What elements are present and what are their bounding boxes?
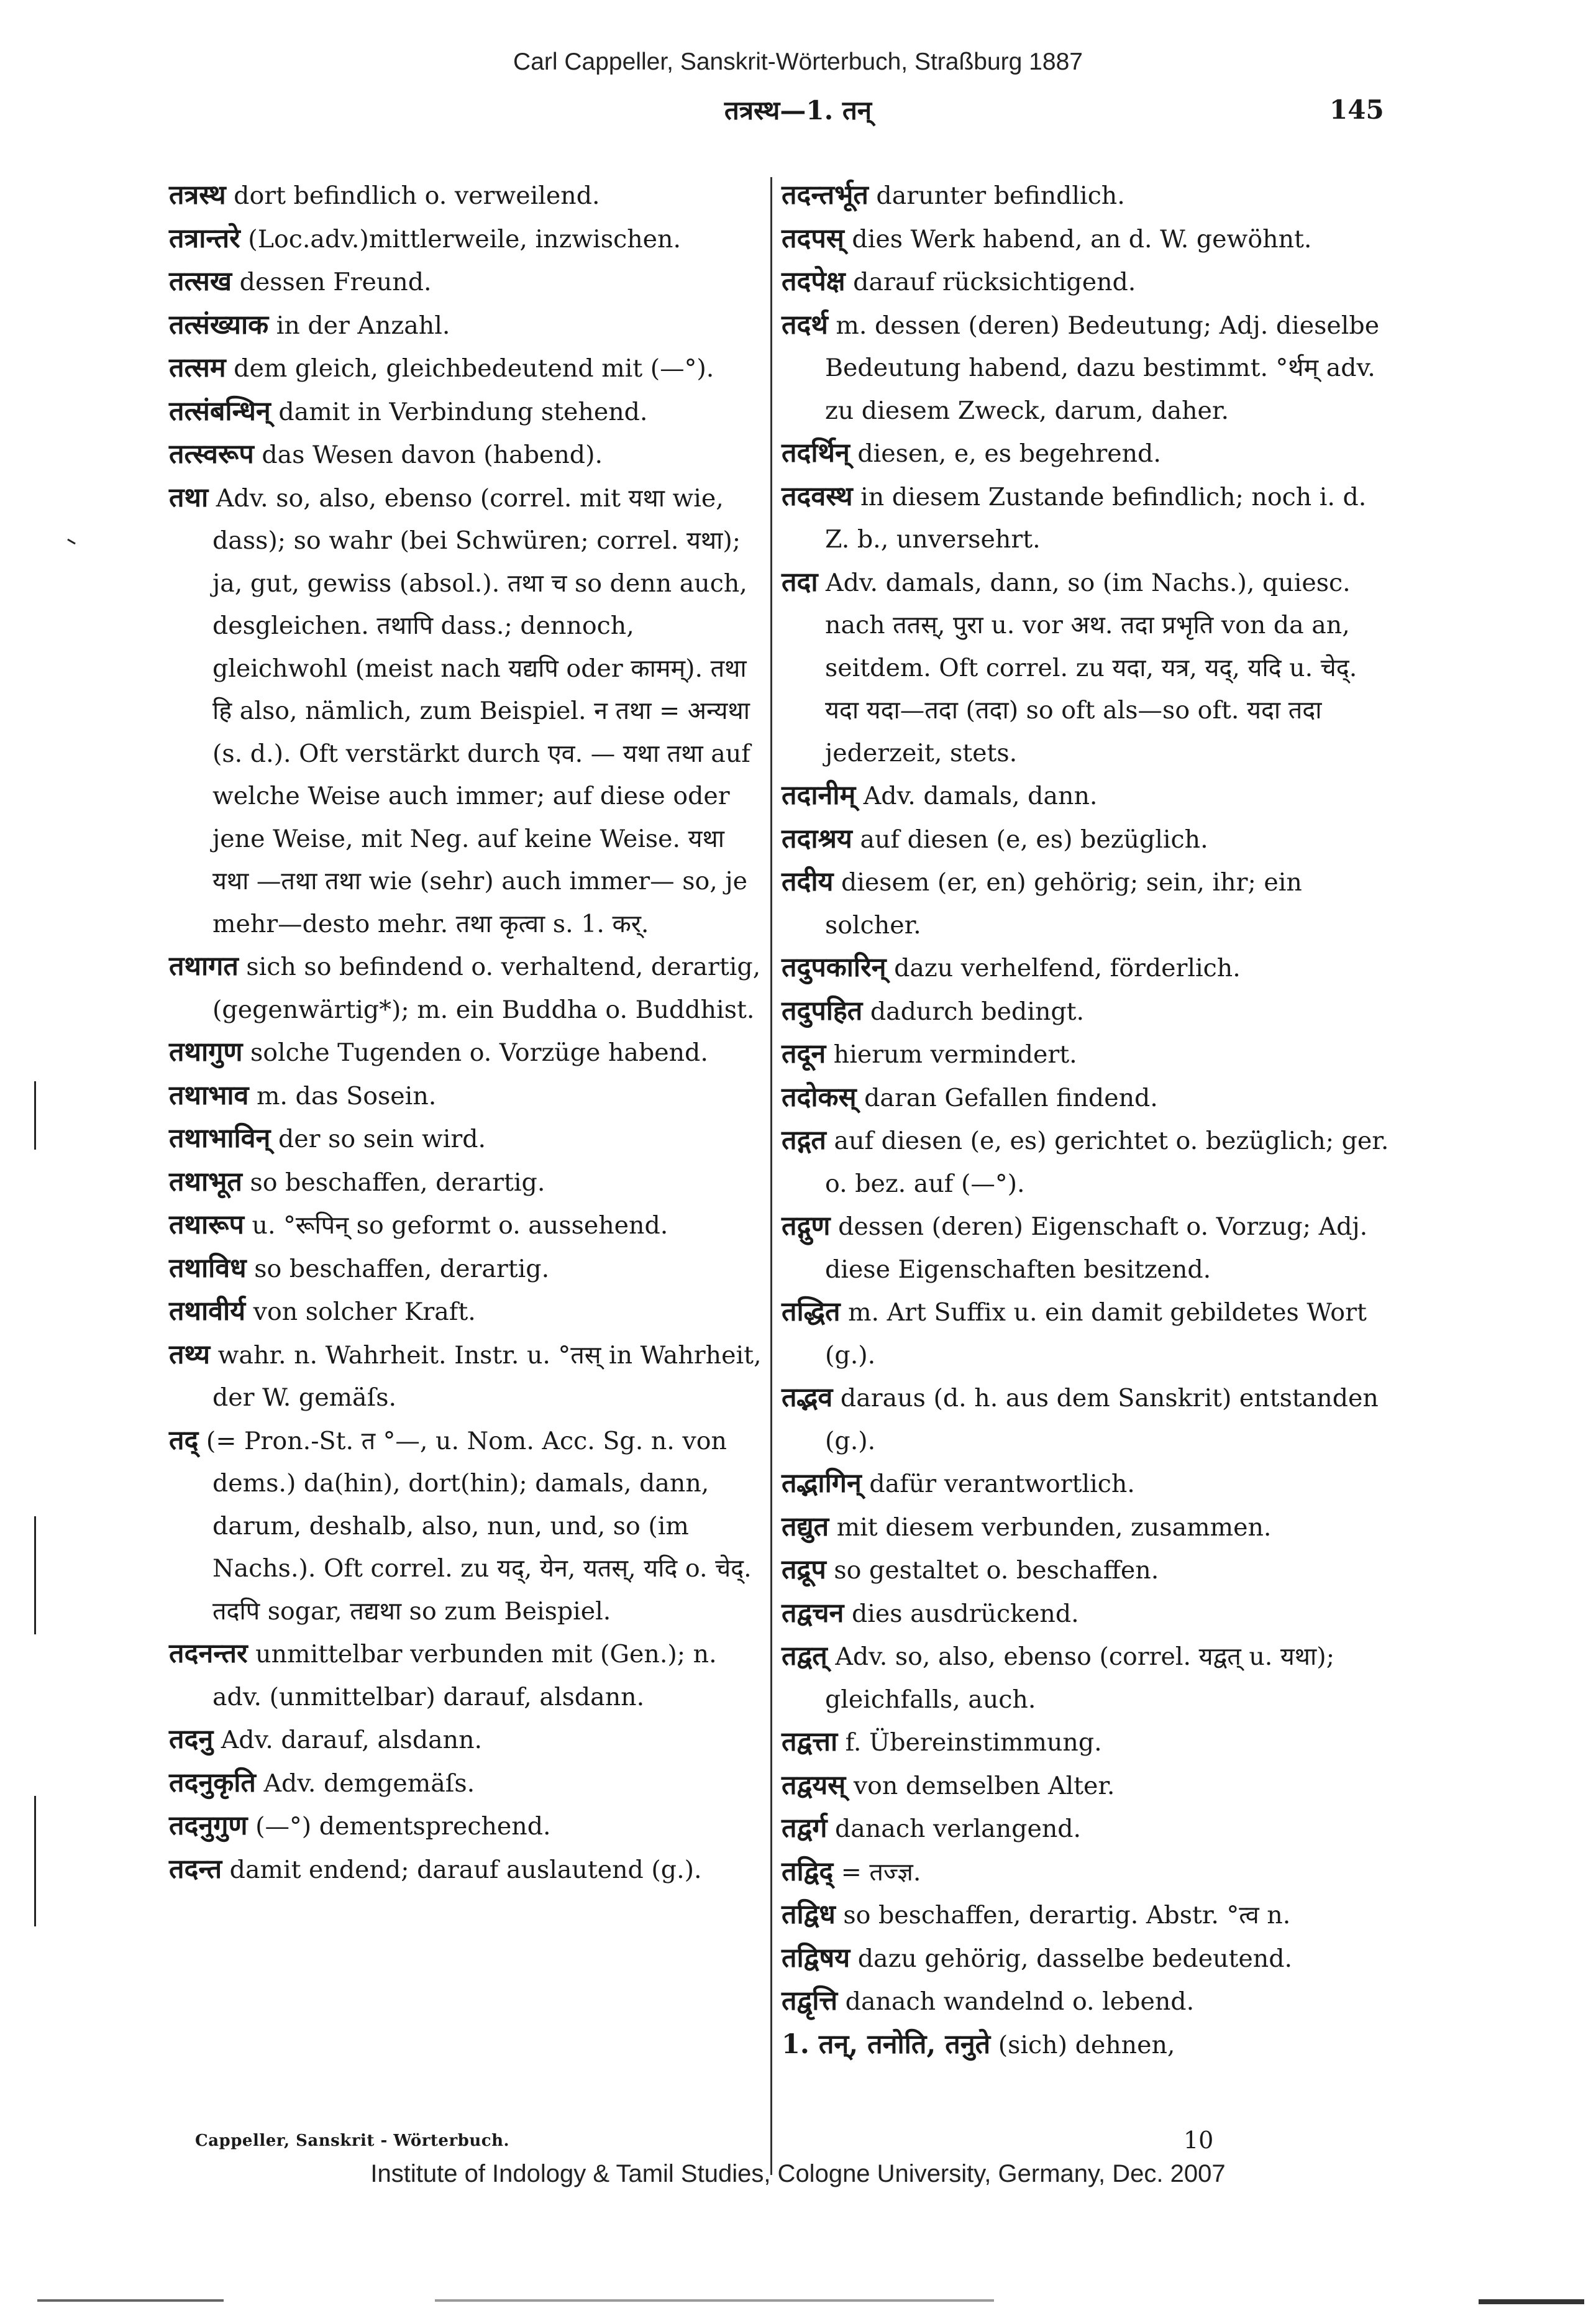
definition: der so sein wird. xyxy=(278,1125,486,1153)
headword: तद्भव xyxy=(782,1382,833,1413)
dictionary-entry xyxy=(782,1119,1397,1205)
dictionary-entry xyxy=(782,1721,1397,1764)
headword: तदनुगुण xyxy=(169,1810,248,1841)
dictionary-entry xyxy=(169,1117,762,1161)
dictionary-entry xyxy=(169,1419,762,1633)
dictionary-entry xyxy=(782,1893,1397,1937)
dictionary-entry xyxy=(169,347,762,390)
dictionary-entry xyxy=(782,260,1397,304)
headword: तद्धित xyxy=(782,1296,841,1327)
dictionary-entry xyxy=(782,1592,1397,1636)
running-head: तत्रस्थ—1. तन् xyxy=(724,95,872,126)
definition: dem gleich, gleichbedeutend mit (—°). xyxy=(234,354,714,383)
definition: m. dessen (deren) Bedeutung; Adj. dieselbe Bedeutung habend, dazu bestimmt. °र्थम् adv. zu diesem Zweck, darum, daher. xyxy=(825,311,1380,425)
margin-mark xyxy=(34,1081,36,1150)
definition: so beschaffen, derartig. xyxy=(250,1168,545,1197)
left-column xyxy=(169,174,762,1891)
headword: तदनु xyxy=(169,1724,214,1755)
headword: तथागुण xyxy=(169,1037,243,1068)
headword: तत्संख्याक xyxy=(169,309,269,341)
headword: तदून xyxy=(782,1038,826,1069)
headword: तद्वृत्ति xyxy=(782,1985,838,2017)
dictionary-entry xyxy=(782,1764,1397,1808)
dictionary-entry xyxy=(782,475,1397,561)
headword: तथा xyxy=(169,482,209,513)
definition: dazu verhelfend, förderlich. xyxy=(894,954,1241,982)
dictionary-entry xyxy=(782,2023,1397,2067)
dictionary-entry xyxy=(782,432,1397,475)
definition: Adv. demgemäſs. xyxy=(263,1769,475,1798)
scan-edge xyxy=(0,2299,1596,2305)
headword: तद्वयस् xyxy=(782,1769,846,1801)
dictionary-entry xyxy=(782,174,1397,217)
headword: तद्गत xyxy=(782,1125,826,1156)
headword: तत्रान्तरे xyxy=(169,222,240,254)
headword: तथावीर्य xyxy=(169,1296,246,1327)
definition: damit in Verbindung stehend. xyxy=(278,397,648,426)
dictionary-entry xyxy=(169,1074,762,1118)
headword: तदन्त xyxy=(169,1853,222,1885)
headword: 1. तन्, तनोति, तनुते xyxy=(782,2028,991,2060)
definition: dessen (deren) Eigenschaft o. Vorzug; Adj. diese Eigenschaften besitzend. xyxy=(825,1212,1368,1284)
dictionary-entry xyxy=(782,1980,1397,2023)
headword: तदपस् xyxy=(782,222,844,254)
dictionary-entry xyxy=(782,1462,1397,1506)
dictionary-entry xyxy=(169,260,762,304)
definition: m. Art Suffix u. ein damit gebildetes Wort (g.). xyxy=(825,1298,1367,1370)
definition: hierum vermindert. xyxy=(833,1040,1077,1069)
definition: diesen, e, es begehrend. xyxy=(857,439,1161,468)
headword: तद्गुण xyxy=(782,1211,831,1242)
definition: auf diesen (e, es) bezüglich. xyxy=(860,825,1208,854)
dictionary-entry xyxy=(169,1204,762,1247)
dictionary-entry xyxy=(169,433,762,477)
headword: तदन्तर्भूत xyxy=(782,180,869,211)
headword: तद्वत्ता xyxy=(782,1726,838,1757)
definition: dafür verantwortlich. xyxy=(869,1470,1135,1498)
signature-line: Cappeller, Sanskrit - Wörterbuch. xyxy=(195,2131,510,2150)
page-number: 145 xyxy=(1329,94,1384,125)
headword: तथाभाविन् xyxy=(169,1123,271,1154)
dictionary-entry xyxy=(169,1247,762,1291)
headword: तत्सख xyxy=(169,266,232,297)
dictionary-entry xyxy=(782,1549,1397,1592)
headword: तत्सम xyxy=(169,352,226,383)
definition: so beschaffen, derartig. xyxy=(254,1254,550,1283)
headword: तद्विद् xyxy=(782,1856,834,1887)
definition: auf diesen (e, es) gerichtet o. bezüglich; ger. o. bez. auf (—°). xyxy=(825,1127,1389,1198)
dictionary-entry xyxy=(782,818,1397,861)
definition: m. das Sosein. xyxy=(256,1081,437,1110)
dictionary-entry xyxy=(782,561,1397,775)
dictionary-entry xyxy=(169,1805,762,1848)
dictionary-entry xyxy=(782,861,1397,946)
headword: तत्रस्थ xyxy=(169,180,226,211)
dictionary-entry xyxy=(782,1291,1397,1376)
headword: तदर्थिन् xyxy=(782,437,850,469)
definition: daraus (d. h. aus dem Sanskrit) entstanden (g.). xyxy=(825,1384,1379,1455)
definition: = तज्ज्ञ. xyxy=(841,1857,921,1887)
dictionary-entry xyxy=(782,304,1397,433)
dictionary-entry xyxy=(782,774,1397,818)
headword: तद्वत् xyxy=(782,1641,828,1672)
definition: Adv. damals, dann, so (im Nachs.), quiesc. nach ततस्, पुरा u. vor अथ. तदा प्रभृति von da an, seitdem. Oft correl. zu यदा, यत्र, यद्, यदि u. चेद्. यदा यदा—तदा (तदा) so oft als—so oft. यदा तदा jederzeit, stets. xyxy=(825,568,1357,767)
definition: Adv. so, also, ebenso (correl. mit यथा wie, dass); so wahr (bei Schwüren; correl. यथा); ja, gut, gewiss (absol.). तथा च so denn auch, desgleichen. तथापि dass.; dennoch, gleichwohl (meist nach यद्यपि oder कामम्). तथा हि also, nämlich, zum Beispiel. न तथा = अन्यथा (s. d.). Oft verstärkt durch एव. — यथा तथा auf welche Weise auch immer; auf diese oder jene Weise, mit Neg. auf keine Weise. यथा यथा —तथा तथा wie (sehr) auch immer— so, je mehr—desto mehr. तथा कृत्वा s. 1. कर्. xyxy=(212,483,750,938)
definition: so beschaffen, derartig. Abstr. °त्व n. xyxy=(843,1901,1291,1930)
dictionary-entry xyxy=(169,1031,762,1074)
definition: f. Übereinstimmung. xyxy=(845,1728,1102,1757)
margin-mark xyxy=(34,1796,36,1926)
definition: damit endend; darauf auslautend (g.). xyxy=(229,1855,702,1884)
headword: तद्युत xyxy=(782,1511,829,1542)
dictionary-entry xyxy=(782,1205,1397,1291)
headword: तथ्य xyxy=(169,1339,211,1370)
dictionary-entry xyxy=(169,1161,762,1204)
headword: तदुपहित xyxy=(782,995,863,1027)
dictionary-entry xyxy=(169,1762,762,1805)
dictionary-entry xyxy=(782,946,1397,990)
dictionary-entry xyxy=(782,1076,1397,1120)
headword: तद्विध xyxy=(782,1899,836,1930)
definition: dies ausdrückend. xyxy=(851,1599,1079,1628)
definition: mit diesem verbunden, zusammen. xyxy=(836,1513,1272,1542)
dictionary-entry xyxy=(169,1632,762,1718)
headword: तद्भागिन् xyxy=(782,1468,862,1499)
definition: dazu gehörig, dasselbe bedeutend. xyxy=(857,1944,1293,1973)
dictionary-entry xyxy=(782,1937,1397,1980)
headword: तथाभाव xyxy=(169,1079,249,1111)
dictionary-entry xyxy=(782,1851,1397,1894)
margin-mark xyxy=(67,539,76,545)
dictionary-entry xyxy=(782,1033,1397,1076)
headword: तदाश्रय xyxy=(782,823,852,854)
definition: von solcher Kraft. xyxy=(253,1298,476,1326)
dictionary-entry xyxy=(782,990,1397,1033)
dictionary-entry xyxy=(782,1506,1397,1549)
headword: तत्स्वरूप xyxy=(169,439,254,470)
dictionary-entry xyxy=(169,1334,762,1419)
headword: तदा xyxy=(782,566,818,598)
headword: तद्वर्ग xyxy=(782,1813,828,1844)
headword: तत्संबन्धिन् xyxy=(169,395,271,427)
definition: dies Werk habend, an d. W. gewöhnt. xyxy=(852,224,1312,254)
headword: तद्वचन xyxy=(782,1597,844,1629)
headword: तदर्थ xyxy=(782,309,828,341)
headword: तदुपकारिन् xyxy=(782,952,887,983)
headword: तद् xyxy=(169,1424,199,1456)
definition: danach wandelnd o. lebend. xyxy=(845,1987,1195,2016)
dictionary-entry xyxy=(169,304,762,347)
definition: so gestaltet o. beschaffen. xyxy=(834,1556,1159,1585)
headword: तदानीम् xyxy=(782,780,856,811)
headword: तथाविध xyxy=(169,1252,247,1284)
column-divider xyxy=(770,177,772,2175)
dictionary-entry xyxy=(782,1807,1397,1851)
definition: dadurch bedingt. xyxy=(870,997,1085,1026)
dictionary-entry xyxy=(782,217,1397,261)
sheet-number: 10 xyxy=(1183,2126,1214,2154)
definition: in diesem Zustande befindlich; noch i. d. Z. b., unversehrt. xyxy=(825,482,1367,554)
definition: danach verlangend. xyxy=(835,1815,1082,1843)
site-header: Carl Cappeller, Sanskrit-Wörterbuch, Straßburg 1887 xyxy=(513,48,1083,75)
definition: von demselben Alter. xyxy=(853,1771,1115,1800)
definition: in der Anzahl. xyxy=(276,311,450,340)
definition: sich so befindend o. verhaltend, derartig, (gegenwärtig*); m. ein Buddha o. Buddhist. xyxy=(212,953,761,1024)
dictionary-entry xyxy=(169,1290,762,1334)
right-column xyxy=(782,174,1397,2066)
definition: solche Tugenden o. Vorzüge habend. xyxy=(250,1038,708,1067)
dictionary-entry xyxy=(169,477,762,946)
headword: तदीय xyxy=(782,866,834,897)
definition: darauf rücksichtigend. xyxy=(853,268,1136,296)
definition: Adv. darauf, alsdann. xyxy=(221,1726,483,1754)
definition: (Loc.adv.)mittlerweile, inzwischen. xyxy=(248,224,682,254)
definition: wahr. n. Wahrheit. Instr. u. °तस् in Wahrheit, der W. gemäſs. xyxy=(212,1340,762,1412)
headword: तथारूप xyxy=(169,1209,244,1240)
headword: तथागत xyxy=(169,951,239,982)
headword: तदोकस् xyxy=(782,1081,857,1113)
dictionary-entry xyxy=(169,390,762,434)
headword: तदनुकृति xyxy=(169,1767,256,1798)
dictionary-entry xyxy=(169,1848,762,1892)
definition: das Wesen davon (habend). xyxy=(262,441,603,469)
dictionary-entry xyxy=(782,1376,1397,1462)
definition: dessen Freund. xyxy=(239,268,432,296)
headword: तदनन्तर xyxy=(169,1638,248,1669)
dictionary-entry xyxy=(169,174,762,217)
definition: unmittelbar verbunden mit (Gen.); n. adv. (unmittelbar) darauf, alsdann. xyxy=(212,1640,717,1711)
dictionary-entry xyxy=(169,217,762,261)
margin-mark xyxy=(34,1516,36,1634)
definition: u. °रूपिन् so geformt o. aussehend. xyxy=(252,1211,668,1240)
definition: daran Gefallen findend. xyxy=(864,1083,1158,1112)
headword: तदपेक्ष xyxy=(782,266,846,297)
definition: (sich) dehnen, xyxy=(998,2030,1175,2059)
definition: Adv. so, also, ebenso (correl. यद्वत् u. यथा); gleichfalls, auch. xyxy=(825,1642,1335,1714)
definition: (—°) dementsprechend. xyxy=(255,1812,551,1841)
headword: तद्विषय xyxy=(782,1942,850,1974)
headword: तथाभूत xyxy=(169,1166,242,1197)
headword: तदवस्थ xyxy=(782,480,853,512)
dictionary-entry xyxy=(169,945,762,1031)
dictionary-entry xyxy=(782,1635,1397,1721)
site-footer: Institute of Indology & Tamil Studies, Cologne University, Germany, Dec. 2007 xyxy=(370,2160,1226,2187)
definition: dort befindlich o. verweilend. xyxy=(234,181,600,210)
definition: diesem (er, en) gehörig; sein, ihr; ein solcher. xyxy=(825,868,1302,940)
definition: (= Pron.-St. त °—, u. Nom. Acc. Sg. n. von dems.) da(hin), dort(hin); damals, dann, darum, deshalb, also, nun, und, so (im Nachs.). Oft correl. zu यद्, येन, यतस्, यदि o. चेद्. तदपि sogar, तद्यथा so zum Beispiel. xyxy=(206,1426,752,1626)
definition: Adv. damals, dann. xyxy=(863,782,1098,810)
dictionary-entry xyxy=(169,1718,762,1762)
definition: darunter befindlich. xyxy=(876,181,1125,210)
headword: तद्रूप xyxy=(782,1554,826,1585)
